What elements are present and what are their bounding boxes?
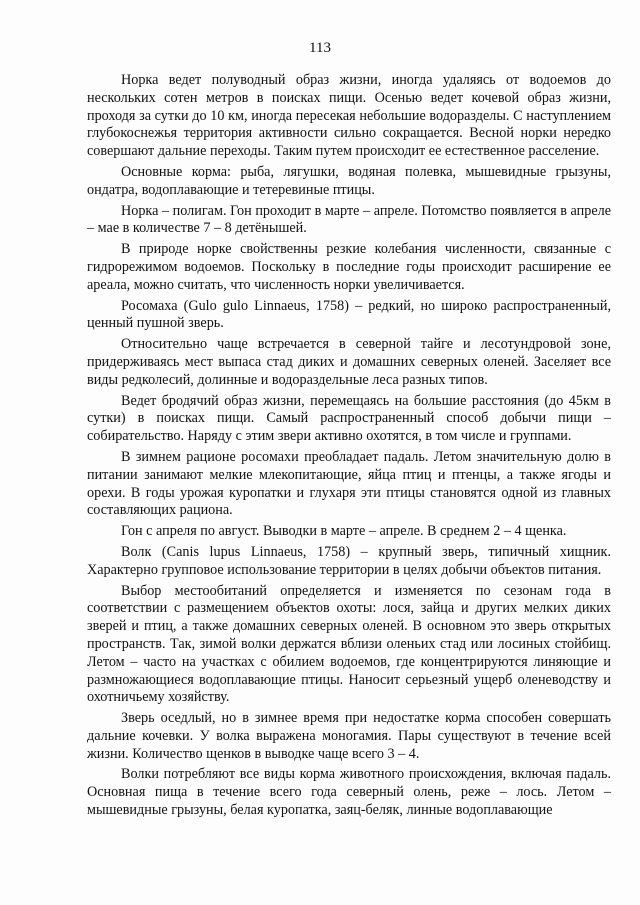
paragraph: В зимнем рационе росомахи преобладает падаль. Летом значительную долю в питании занимают мелкие млекопитающие, яйца птиц и птенцы, а также ягоды и орехи. В годы урожая куропатки и глухаря эти птицы становятся одной из главных составляющих рациона. (87, 448, 611, 519)
paragraph: Ведет бродячий образ жизни, перемещаясь на большие расстояния (до 45км в сутки) в поисках пищи. Самый распространенный способ добычи пищи – собирательство. Наряду с этим звери активно охотятся, в том числе и группами. (87, 392, 611, 445)
paragraph: Зверь оседлый, но в зимнее время при недостатке корма способен совершать дальние кочевки. У волка выражена моногамия. Пары существуют в течение всей жизни. Количество щенков в выводке чаще всего 3 – 4. (87, 710, 611, 762)
paragraph: Волк (Canis lupus Linnaeus, 1758) – крупный зверь, типичный хищник. Характерно групповое использование территории в целях добычи объектов питания. (87, 543, 611, 578)
paragraph: Норка – полигам. Гон проходит в марте – апреле. Потомство появляется в апреле – мае в количестве 7 – 8 детёнышей. (87, 202, 611, 237)
body-text (87, 72, 611, 823)
page-number: 113 (309, 40, 331, 56)
paragraph: Норка ведет полуводный образ жизни, иногда удаляясь от водоемов до нескольких сотен метров в поисках пищи. Осенью ведет кочевой образ жизни, проходя за сутки до 10 км, иногда пересекая небольшие водоразделы. С наступлением глубокоснежья территория активности сильно сокращается. Весной норки нередко совершают дальние переходы. Таким путем происходит ее естественное расселение. (87, 72, 611, 160)
paragraph: Гон с апреля по август. Выводки в марте – апреле. В среднем 2 – 4 щенка. (121, 523, 567, 540)
paragraph: Выбор местообитаний определяется и изменяется по сезонам года в соответствии с размещением объектов охоты: лося, зайца и других мелких диких зверей и птиц, а также домашних северных оленей. В основном это зверь открытых пространств. Так, зимой волки держатся вблизи оленьих стад или лосиных стойбищ. Летом – часто на участках с обилием водоемов, где концентрируются линяющие и размножающиеся водоплавающие птицы. Наносит серьезный ущерб оленеводству и охотничьему хозяйству. (87, 582, 611, 706)
paragraph: Росомаха (Gulo gulo Linnaeus, 1758) – редкий, но широко распространенный, ценный пушной зверь. (87, 297, 611, 332)
paragraph: Относительно чаще встречается в северной тайге и лесотундровой зоне, придерживаясь мест выпаса стад диких и домашних северных оленей. Заселяет все виды редколесий, долинные и водораздельные леса разных типов. (87, 336, 611, 388)
paragraph: В природе норке свойственны резкие колебания численности, связанные с гидрорежимом водоемов. Поскольку в последние годы происходит расширение ее ареала, можно считать, что численность норки увеличивается. (87, 241, 611, 293)
paragraph: Основные корма: рыба, лягушки, водяная полевка, мышевидные грызуны, ондатра, водоплавающие и тетеревиные птицы. (87, 163, 611, 198)
paragraph: Волки потребляют все виды корма животного происхождения, включая падаль. Основная пища в течение всего года северный олень, реже – лось. Летом – мышевидные грызуны, белая куропатка, заяц-беляк, линные водоплавающие (87, 766, 611, 819)
